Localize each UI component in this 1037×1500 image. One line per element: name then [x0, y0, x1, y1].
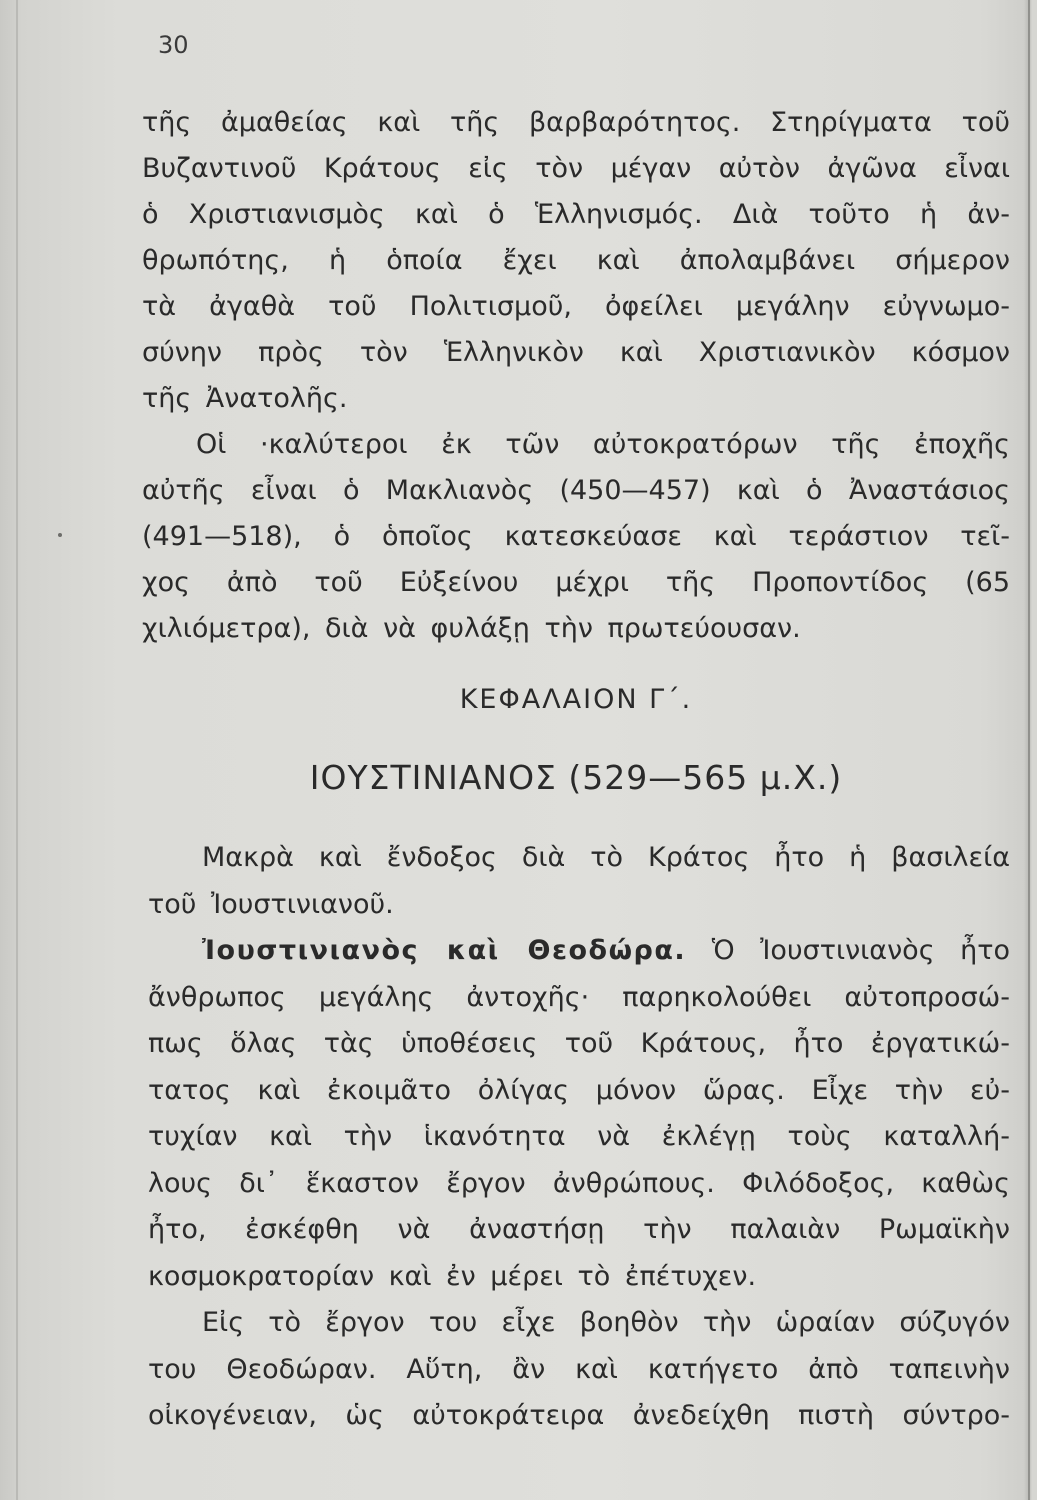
- paragraph: [148, 835, 1010, 928]
- paragraph: [148, 1300, 1010, 1440]
- text-line: αὐτῆς εἶναι ὁ Μακλιανὸς (450—457) καὶ ὁ Ἀναστάσιος: [142, 475, 1010, 506]
- text-line: ὁ Χριστιανισμὸς καὶ ὁ Ἑλληνισμός. Διὰ τοῦτο ἡ ἀν-: [142, 199, 1010, 230]
- paragraph: [148, 928, 1010, 1300]
- text-line: τατος καὶ ἐκοιμᾶτο ὀλίγας μόνον ὥρας. Εἶχε τὴν εὐ-: [148, 1074, 1010, 1106]
- text-line: Βυζαντινοῦ Κράτους εἰς τὸν μέγαν αὐτὸν ἀγῶνα εἶναι: [142, 153, 1010, 184]
- text-line: οἰκογένειαν, ὡς αὐτοκράτειρα ἀνεδείχθη πιστὴ σύντρο-: [148, 1400, 1010, 1431]
- text-line: τυχίαν καὶ τὴν ἱκανότητα νὰ ἐκλέγῃ τοὺς καταλλή-: [148, 1121, 1010, 1152]
- text-line: Μακρὰ καὶ ἔνδοξος διὰ τὸ Κράτος ἦτο ἡ βασιλεία: [202, 842, 1010, 873]
- upper-text-block: [142, 100, 1010, 652]
- text-line: κοσμοκρατορίαν καὶ ἐν μέρει τὸ ἐπέτυχεν.: [148, 1260, 757, 1292]
- text-line: χιλιόμετρα), διὰ νὰ φυλάξῃ τὴν πρωτεύουσαν.: [142, 613, 801, 644]
- text-line: λους δι᾽ ἕκαστον ἔργον ἀνθρώπους. Φιλόδοξος, καθὼς: [148, 1167, 1010, 1199]
- page-edge-right: [1028, 0, 1030, 1500]
- text-line: ἄνθρωπος μεγάλης ἀντοχῆς· παρηκολούθει αὐτοπροσώ-: [148, 981, 1010, 1013]
- text-line: τὰ ἀγαθὰ τοῦ Πολιτισμοῦ, ὀφείλει μεγάλην εὐγνωμο-: [142, 291, 1010, 322]
- text-line: σύνην πρὸς τὸν Ἑλληνικὸν καὶ Χριστιανικὸν κόσμον: [142, 337, 1010, 368]
- text-line: χος ἀπὸ τοῦ Εὐξείνου μέχρι τῆς Προποντίδος (65: [142, 567, 1010, 598]
- text-line: τῆς ἀμαθείας καὶ τῆς βαρβαρότητος. Στηρίγματα τοῦ: [142, 107, 1010, 138]
- page-edge-left: [16, 0, 18, 1500]
- chapter-heading: ΚΕΦΑΛΑΙΟΝ Γ΄.: [459, 684, 693, 715]
- lower-text-block: [148, 835, 1010, 1440]
- chapter-title: ΙΟΥΣΤΙΝΙΑΝΟΣ (529—565 μ.Χ.): [309, 758, 843, 797]
- paragraph: [142, 100, 1010, 422]
- lead-line-rest: Ὁ Ἰουστινιανὸς ἦτο: [711, 935, 1010, 966]
- text-line: τῆς Ἀνατολῆς.: [142, 383, 348, 414]
- text-line: Εἰς τὸ ἔργον του εἶχε βοηθὸν τὴν ὡραίαν σύζυγόν: [202, 1307, 1010, 1338]
- text-line: πως ὅλας τὰς ὑποθέσεις τοῦ Κράτους, ἦτο ἐργατικώ-: [148, 1028, 1010, 1059]
- paragraph: [142, 422, 1010, 652]
- text-line: του Θεοδώραν. Αὕτη, ἂν καὶ κατήγετο ἀπὸ ταπεινὴν: [148, 1353, 1010, 1385]
- section-lead: Ἰουστινιανὸς καὶ Θεοδώρα.: [202, 935, 687, 966]
- page-number: 30: [158, 31, 189, 59]
- text-line-with-lead: [148, 928, 1010, 975]
- scan-speck: [58, 533, 62, 537]
- text-line: Οἱ ·καλύτεροι ἐκ τῶν αὐτοκρατόρων τῆς ἐποχῆς: [196, 429, 1010, 460]
- text-line: ἦτο, ἐσκέφθη νὰ ἀναστήσῃ τὴν παλαιὰν Ρωμαϊκὴν: [148, 1214, 1010, 1245]
- text-line: (491—518), ὁ ὁποῖος κατεσκεύασε καὶ τεράστιον τεῖ-: [142, 521, 1010, 552]
- text-line: τοῦ Ἰουστινιανοῦ.: [148, 888, 394, 920]
- text-line: θρωπότης, ἡ ὁποία ἔχει καὶ ἀπολαμβάνει σήμερον: [142, 245, 1010, 276]
